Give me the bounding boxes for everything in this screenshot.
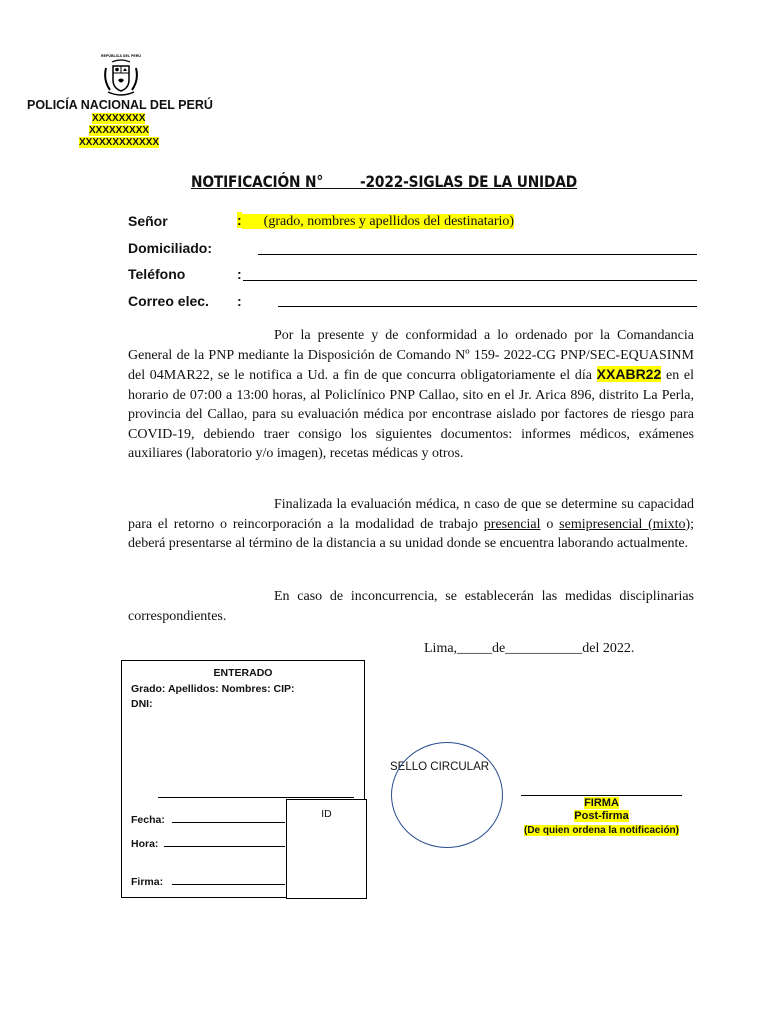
domicilio-label: Domiciliado: [128,240,213,256]
telefono-colon: : [237,266,242,282]
peru-national-crest-icon [100,52,142,98]
telefono-field-line [243,280,697,281]
hora-field-line [164,846,285,847]
domicilio-field-line [258,254,697,255]
unit-placeholder-line-3: XXXXXXXXXXXX [79,137,160,148]
firma-text: FIRMA [584,797,619,809]
acknowledgment-title: ENTERADO [213,667,273,679]
correo-field-line [278,306,697,307]
firma-label: Firma: [131,876,164,888]
id-label: ID [321,808,332,820]
unit-placeholder-line-1: XXXXXXXX [92,113,146,124]
signature-separator-line [158,797,354,798]
telefono-label: Teléfono [128,266,186,282]
dni-label: DNI: [131,698,153,710]
paragraph-1: Por la presente y de conformidad a lo ordenado por la Comandancia General de la PNP mediante la Disposición de Comando Nº 159- 2022-CG PNP/SEC-EQUASINM del 04MAR22, se le notifica a Ud. a fin de que concurra obligatoriamente el día XXABR22 en el horario de 07:00 a 13:00 horas, al Policlínico PNP Callao, sito en el Jr. Arica 896, distrito La Perla, provincia del Callao, para su evaluación médica por encontrase aislado por factores de riesgo para COVID-19, debiendo traer consigo los siguientes documentos: informes médicos, exámenes auxiliares (laboratorio y/o imagen), recetas médicas y otros. [128,328,695,461]
post-firma-text: Post-firma [574,810,629,822]
organization-name: POLICÍA NACIONAL DEL PERÚ [27,98,213,112]
senor-colon: : [237,212,242,228]
unit-placeholder-line-2: XXXXXXXXX [89,125,150,136]
fecha-label: Fecha: [131,814,165,826]
hora-label: Hora: [131,838,159,850]
seal-circle [391,742,503,848]
place-and-date: Lima,_____de___________del 2022. [424,641,635,656]
paragraph-3: En caso de inconcurrencia, se establecerán las medidas disciplinarias correspondientes. [128,589,694,624]
correo-label: Correo elec. [128,293,209,309]
appointment-date: XXABR22 [596,366,662,382]
document-title: NOTIFICACIÓN N° -2022-SIGLAS DE LA UNIDAD [191,172,577,191]
paragraph-2: Finalizada la evaluación médica, n caso de que se determine su capacidad para el retorno o reincorporación a la modalidad de trabajo presencial o semipresencial (mixto); deberá presentarse al término de la distancia a su unidad donde se encuentra laborando actualmente. [128,497,695,551]
grado-line: Grado: Apellidos: Nombres: CIP: [131,683,295,695]
senor-label: Señor [128,213,168,229]
fecha-field-line [172,822,285,823]
signature-note: (De quien ordena la notificación) [523,825,679,836]
signature-line [521,795,682,796]
recipient-name-placeholder: (grado, nombres y apellidos del destinatario) [263,214,515,229]
seal-label: SELLO CIRCULAR [390,761,490,773]
firma-field-line [172,884,285,885]
svg-text:REPÚBLICA DEL PERÚ: REPÚBLICA DEL PERÚ [101,54,141,58]
correo-colon: : [237,293,242,309]
